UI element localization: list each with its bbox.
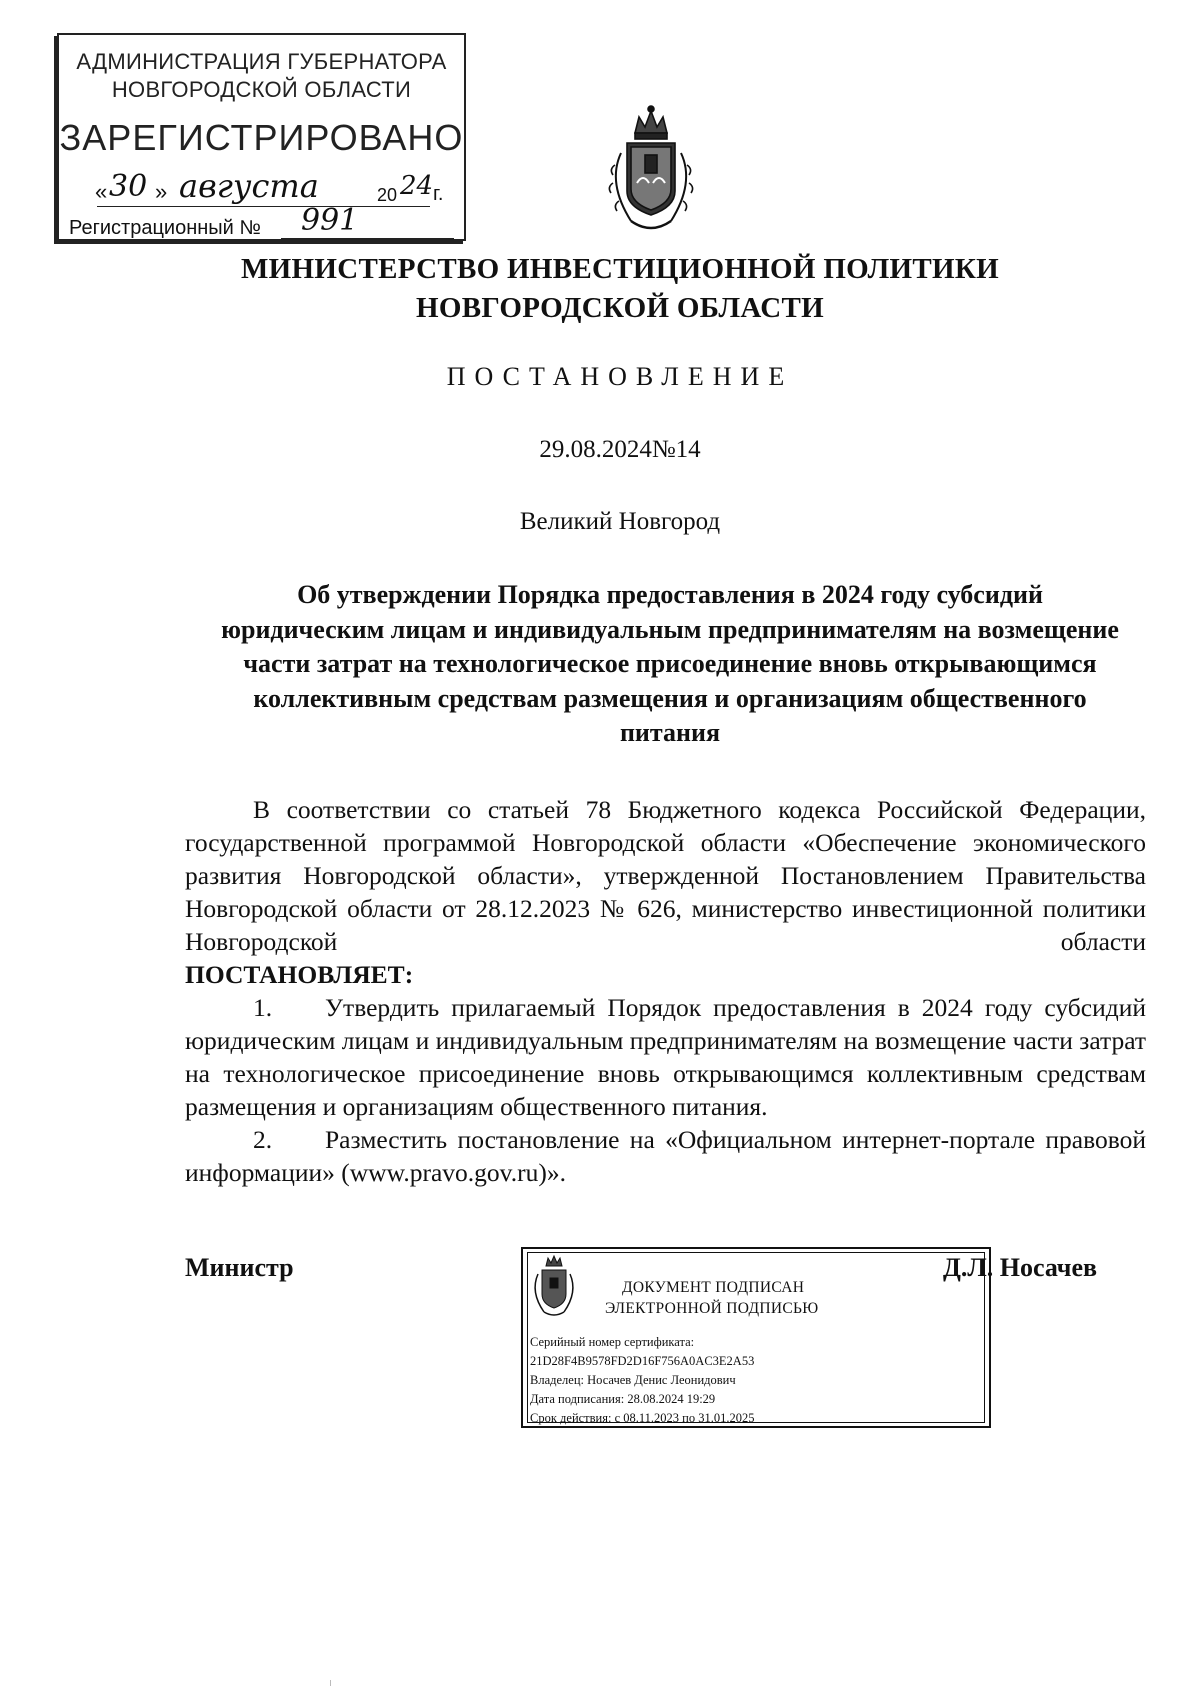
esig-details [530, 1333, 754, 1428]
electronic-signature-box [521, 1247, 991, 1428]
registration-stamp [57, 33, 466, 241]
esig-header-2: ЭЛЕКТРОННОЙ ПОДПИСЬЮ [605, 1300, 819, 1317]
ministry-name-line-2: НОВГОРОДСКОЙ ОБЛАСТИ [416, 292, 824, 324]
signatory-position: Министр [185, 1253, 294, 1282]
signatory-name: Д.Л. Носачев [943, 1253, 1098, 1282]
stamp-number-line [69, 203, 454, 245]
esig-signed-date: Дата подписания: 28.08.2024 19:29 [530, 1392, 716, 1406]
stamp-registered: ЗАРЕГИСТРИРОВАНО [59, 117, 464, 158]
list-item-text: Разместить постановление на «Официальном интернет-портале правовой информации» (www.pravo.gov.ru)». [185, 1125, 1146, 1187]
document-type: ПОСТАНОВЛЕНИЕ [446, 362, 794, 391]
list-item-number: 1. [253, 993, 273, 1022]
document-title: Об утверждении Порядка предоставления в 2024 году субсидий юридическим лицам и индивидуальным предпринимателям на возмещение части затрат на технологическое присоединение вновь открывающимся коллективным средствам размещения и организациям общественного питания [221, 580, 1119, 747]
stamp-line-2: НОВГОРОДСКОЙ ОБЛАСТИ [111, 77, 412, 102]
stamp-reg-number: 991 [301, 203, 359, 238]
stamp-year-end: г. [433, 183, 444, 205]
ministry-name-line-1: МИНИСТЕРСТВО ИНВЕСТИЦИОННОЙ ПОЛИТИКИ [240, 253, 1000, 285]
document-body [185, 793, 1146, 1189]
preamble: В соответствии со статьей 78 Бюджетного кодекса Российской Федерации, государственной программой Новгородской области «Обеспечение экономического развития Новгородской области», утвержденной Постановлением Правительства Новгородской области от 28.12.2023 № 626, министерство инвестиционной политики Новгородской области [185, 795, 1146, 956]
scan-artifact [330, 1680, 331, 1686]
esig-header-1: ДОКУМЕНТ ПОДПИСАН [622, 1279, 805, 1296]
stamp-day: 30 [109, 169, 148, 204]
stamp-month: августа [179, 167, 319, 205]
list-item-number: 2. [253, 1125, 273, 1154]
esig-owner: Владелец: Носачев Денис Леонидович [530, 1373, 736, 1387]
stamp-reg-label: Регистрационный № [69, 217, 261, 239]
document-number: 29.08.2024№14 [539, 436, 701, 463]
stamp-year-prefix: 20 [377, 185, 398, 205]
esig-cert-label: Серийный номер сертификата: [530, 1335, 695, 1349]
list-item [185, 1123, 1146, 1189]
esig-emblem-icon [528, 1254, 580, 1320]
esig-validity: Срок действия: с 08.11.2023 по 31.01.2025 [530, 1411, 755, 1425]
coat-of-arms-icon [597, 103, 705, 238]
esig-cert-number: 21D28F4B9578FD2D16F756A0AC3E2A53 [530, 1354, 755, 1368]
stamp-date-line: « 30 » августа 20 24 г. [95, 167, 444, 205]
stamp-year-suffix: 24 [400, 171, 434, 201]
stamp-line-1: АДМИНИСТРАЦИЯ ГУБЕРНАТОРА [76, 49, 447, 74]
resolves-heading: ПОСТАНОВЛЯЕТ: [185, 960, 414, 989]
document-city: Великий Новгород [519, 508, 721, 535]
list-item [185, 991, 1146, 1123]
list-item-text: Утвердить прилагаемый Порядок предоставления в 2024 году субсидий юридическим лицам и индивидуальным предпринимателям на возмещение части затрат на технологическое присоединение вновь открывающимся коллективным средствам размещения и организациям общественного питания. [185, 993, 1146, 1121]
